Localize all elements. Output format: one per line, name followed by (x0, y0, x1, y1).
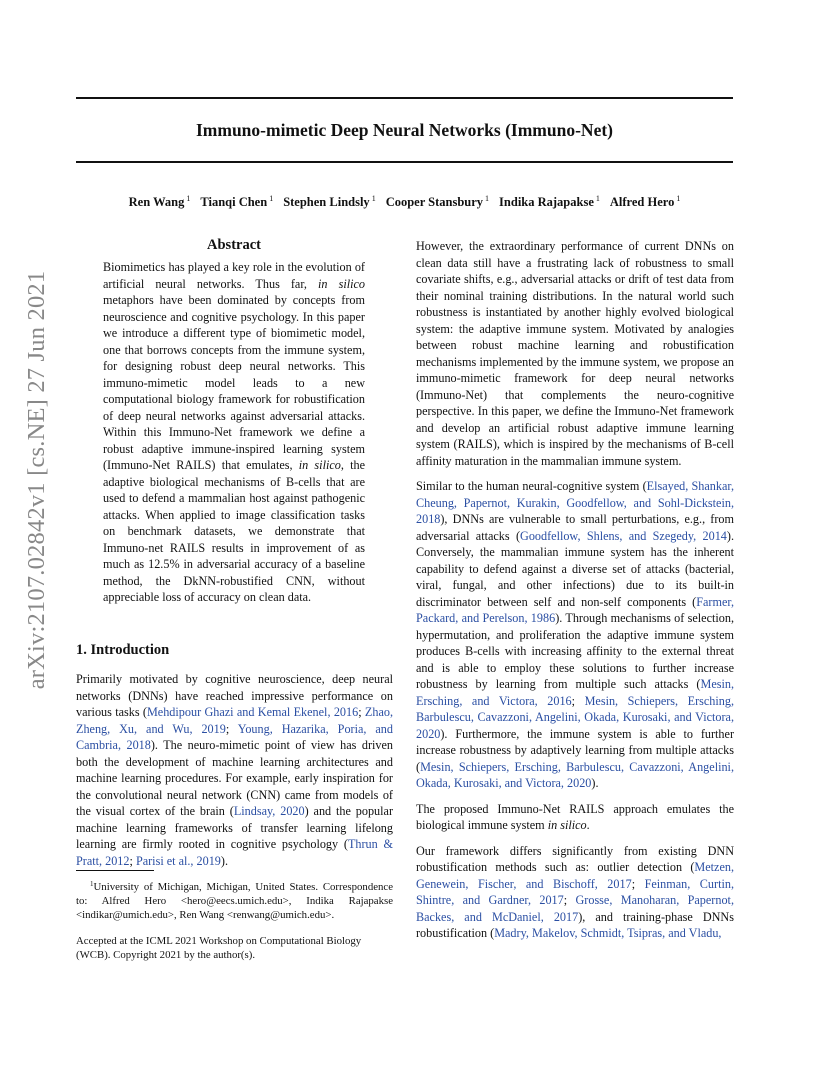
body-paragraph (416, 801, 734, 834)
text-run: ; (225, 721, 238, 736)
text-run: ). Furthermore, the immune system is able to further increase robustness by adaptively learning from multiple attacks ( (416, 726, 734, 774)
author-name-text: Alfred Hero (609, 195, 675, 209)
citation-link[interactable]: Thrun & Pratt, 2012 (76, 837, 393, 868)
author-name-text: Indika Rajapakse (499, 195, 594, 209)
italic-text: in silico (298, 458, 341, 472)
author-name (129, 195, 191, 209)
author-name (283, 195, 376, 209)
text-run: ). Conversely, the mammalian immune system has the inherent capability to defend against a diverse set of attacks (bacterial, viral, fungal, and other infections) due to its built-in discriminator between self and non-self components ( (416, 528, 734, 609)
citation-link[interactable]: Elsayed, Shankar, Cheung, Papernot, Kurakin, Goodfellow, and Sohl-Dickstein, 2018 (416, 479, 735, 526)
body-paragraph (416, 238, 734, 469)
text-run: ; (631, 876, 645, 891)
text-run: ). (591, 776, 599, 790)
text-run: ; (129, 853, 136, 868)
body-paragraph (416, 478, 734, 792)
citation-link[interactable]: Zhao, Zheng, Xu, and Wu, 2019 (76, 705, 394, 736)
author-name-text: Tianqi Chen (200, 195, 268, 209)
text-run: . (586, 818, 590, 832)
body-paragraph (416, 843, 734, 942)
text-run: ; (358, 705, 365, 719)
citation-link[interactable]: Mesin, Schiepers, Ersching, Barbulescu, Cavazzoni, Angelini, Okada, Kurosaki, and Victora, 2020 (416, 693, 734, 741)
citation-link[interactable]: Grosse, Manoharan, Papernot, Backes, and McDaniel, 2017 (416, 893, 734, 924)
text-run: ), and training-phase DNNs robustification ( (416, 909, 734, 940)
abstract-heading: Abstract (207, 237, 261, 253)
text-run: ; (563, 893, 576, 907)
author-list (76, 190, 733, 211)
author-name-text: Cooper Stansbury (385, 195, 484, 209)
affiliation-footnote (76, 877, 393, 922)
italic-text: in silico (318, 276, 365, 291)
citation-link[interactable]: Farmer, Packard, and Perelson, 1986 (416, 594, 734, 625)
author-name (200, 195, 273, 209)
title-rule-top (76, 97, 733, 99)
text-run: , the adaptive biological mechanisms of B-cells that are used to defend a mammalian host against pathogenic attacks. When applied to image classification tasks on benchmark datasets, we demonstrate that Immuno-net RAILS results in improvement of as much as 12.5% in adversarial accuracy of a baseline method, the DkNN-robustified CNN, without appreciable loss of accuracy on clean data. (103, 458, 365, 604)
abstract-section (103, 236, 365, 606)
text-run: ). The neuro-mimetic point of view has driven both the development of machine learning architectures and machine learning procedures. For example, early inspiration for the convolutional neural network (CNN) came from models of the visual cortex of the brain ( (76, 738, 393, 818)
footnote-marker: 1 (90, 880, 94, 888)
footnote-rule (76, 870, 154, 871)
citation-link[interactable]: Mesin, Ersching, and Victora, 2016 (416, 677, 734, 708)
text-run: However, the extraordinary performance of current DNNs on clean data still have a frustrating lack of robustness to small covariate shifts, e.g., adversarial attacks or drift of test data from their nominal training distributions. In the natural world such robustness is instantiated by another highly evolved biological system: the adaptive immune system. Motivated by analogies between robust machine learning and robustification mechanisms implemented by the immune system, we propose an immuno-mimetic framework for deep neural networks (Immuno-Net) that complements the neuro-cognitive perspective. In this paper, we define the Immuno-Net framework and develop an artificial robust adaptive immune learning system (RAILS), which is inspired by the mechanisms of B-cell affinity maturation in the mammalian immune system. (416, 239, 734, 468)
affiliation-marker: 1 (676, 194, 681, 203)
author-name (386, 195, 489, 209)
paper-title: Immuno-mimetic Deep Neural Networks (Immuno-Net) (195, 120, 613, 140)
arxiv-identifier-stamp: arXiv:2107.02842v1 [cs.NE] 27 Jun 2021 (23, 270, 50, 690)
text-run: Biomimetics has played a key role in the evolution of artificial neural networks. Thus far, (103, 260, 365, 291)
text-run: The proposed Immuno-Net RAILS approach emulates the biological immune system (416, 801, 734, 832)
text-run: ) and the popular machine learning frameworks of transfer learning lifelong learning are firmly rooted in cognitive psychology ( (76, 804, 393, 851)
citation-link[interactable]: Young, Hazarika, Poria, and Cambria, 2018 (76, 721, 393, 752)
text-run: ). Through mechanisms of selection, hypermutation, and proliferation the adaptive immune system produces B-cells with increasing affinity to the external threat and is able to employ these solutions to further increase robustness by learning from multiple such attacks ( (416, 611, 734, 691)
introduction-paragraph (76, 671, 393, 869)
affiliation-marker: 1 (595, 194, 600, 203)
text-run: ). (220, 853, 229, 868)
introduction-heading: 1. Introduction (76, 642, 170, 658)
introduction-section (76, 641, 393, 878)
text-run: metaphors have been dominated by concepts from neuroscience and cognitive psychology. In this paper we introduce a different type of biomimetic model, one that borrows concepts from the immune system, for designing robust deep neural networks. This immuno-mimetic model leads to a new computational biology framework for robustification of deep neural networks against adversarial attacks. Within this Immuno-Net framework we define a robust adaptive immune-inspired learning system (Immuno-Net RAILS) that emulates, (103, 293, 365, 472)
right-column-body (416, 238, 734, 951)
author-name-text: Stephen Lindsly (283, 195, 370, 209)
text-run: Similar to the human neural-cognitive system ( (416, 479, 647, 493)
citation-link[interactable]: Feinman, Curtin, Shintre, and Gardner, 2017 (416, 876, 734, 907)
author-name (610, 195, 680, 209)
text-run: Primarily motivated by cognitive neuroscience, deep neural networks (DNNs) have reached impressive performance on various tasks ( (76, 672, 393, 719)
footnote-section (76, 870, 393, 962)
text-run: Our framework differs significantly from existing DNN robustification methods such as: outlier detection ( (416, 843, 734, 874)
text-run: ; (571, 693, 585, 708)
text-run: ), DNNs are vulnerable to small perturbations, e.g., from adversarial attacks ( (416, 512, 734, 543)
citation-link[interactable]: Parisi et al., 2019 (135, 853, 221, 868)
citation-link[interactable]: Metzen, Genewein, Fischer, and Bischoff, 2017 (416, 860, 734, 891)
abstract-text (103, 259, 365, 606)
accepted-note: Accepted at the ICML 2021 Workshop on Computational Biology (WCB). Copyright 2021 by the author(s). (76, 935, 362, 961)
citation-link[interactable]: Madry, Makelov, Schmidt, Tsipras, and Vladu, (494, 926, 722, 940)
affiliation-marker: 1 (371, 194, 376, 203)
affiliation-marker: 1 (269, 194, 274, 203)
citation-link[interactable]: Mesin, Schiepers, Ersching, Barbulescu, Cavazzoni, Angelini, Okada, Kurosaki, and Victora, 2020 (416, 759, 734, 790)
author-name-text: Ren Wang (128, 195, 185, 209)
footnote-body: University of Michigan, Michigan, United States. Correspondence to: Alfred Hero <hero@eecs.umich.edu>, Indika Rajapakse <indikar@umich.edu>, Ren Wang <renwang@umich.edu>. (76, 881, 393, 921)
italic-text: in silico (547, 818, 587, 832)
citation-link[interactable]: Goodfellow, Shlens, and Szegedy, 2014 (520, 528, 727, 543)
affiliation-marker: 1 (186, 194, 191, 203)
title-rule-bottom (76, 161, 733, 163)
author-name (499, 195, 600, 209)
citation-link[interactable]: Mehdipour Ghazi and Kemal Ekenel, 2016 (146, 705, 359, 719)
affiliation-marker: 1 (485, 194, 490, 203)
citation-link[interactable]: Lindsay, 2020 (233, 804, 305, 818)
